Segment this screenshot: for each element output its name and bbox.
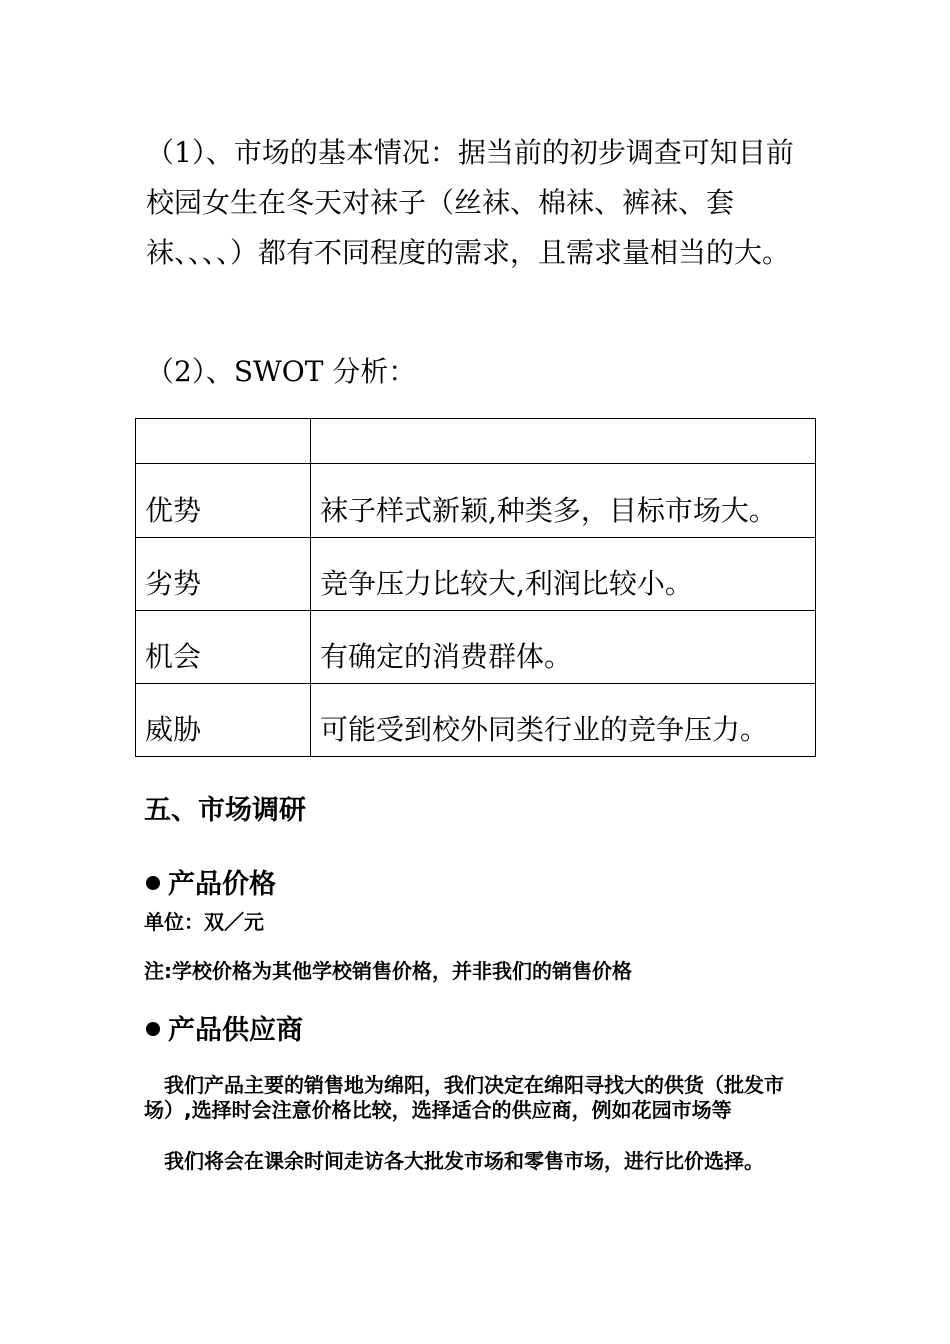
bullet-icon — [146, 876, 160, 890]
supplier-paragraph-1: 我们产品主要的销售地为绵阳，我们决定在绵阳寻找大的供货（批发市场）,选择时会注意价格比较，选择适合的供应商，例如花园市场等 — [144, 1073, 784, 1122]
product-price-heading-text: 产品价格 — [168, 869, 276, 900]
supplier-paragraph-2: 我们将会在课余时间走访各大批发市场和零售市场，进行比价选择。 — [144, 1149, 764, 1173]
table-row — [136, 684, 816, 757]
section-title-market-research: 五、市场调研 — [144, 795, 306, 826]
table-row — [136, 538, 816, 611]
market-situation-paragraph: （1）、市场的基本情况：据当前的初步调查可知目前校园女生在冬天对袜子（丝袜、棉袜、裤袜、套袜、、、、）都有不同程度的需求，且需求量相当的大。 — [146, 136, 794, 269]
swot-value-threats: 可能受到校外同类行业的竞争压力。 — [311, 684, 816, 757]
product-supplier-heading — [146, 1008, 303, 1047]
table-header-cell — [136, 419, 311, 464]
swot-label-threats: 威胁 — [136, 684, 311, 757]
table-row — [136, 611, 816, 684]
swot-heading: （2）、SWOT 分析： — [146, 355, 417, 388]
swot-label-weaknesses: 劣势 — [136, 538, 311, 611]
product-supplier-heading-text: 产品供应商 — [168, 1015, 303, 1046]
bullet-icon — [146, 1022, 160, 1036]
price-note: 注:学校价格为其他学校销售价格，并非我们的销售价格 — [144, 959, 632, 983]
swot-value-opportunities: 有确定的消费群体。 — [311, 611, 816, 684]
product-price-heading — [146, 862, 276, 901]
swot-value-strengths: 袜子样式新颖,种类多，目标市场大。 — [311, 464, 816, 538]
swot-label-opportunities: 机会 — [136, 611, 311, 684]
table-row — [136, 419, 816, 464]
table-row — [136, 464, 816, 538]
swot-value-weaknesses: 竞争压力比较大,利润比较小。 — [311, 538, 816, 611]
price-unit-label: 单位：双／元 — [144, 910, 264, 934]
table-header-cell — [311, 419, 816, 464]
swot-label-strengths: 优势 — [136, 464, 311, 538]
swot-table — [135, 418, 816, 757]
